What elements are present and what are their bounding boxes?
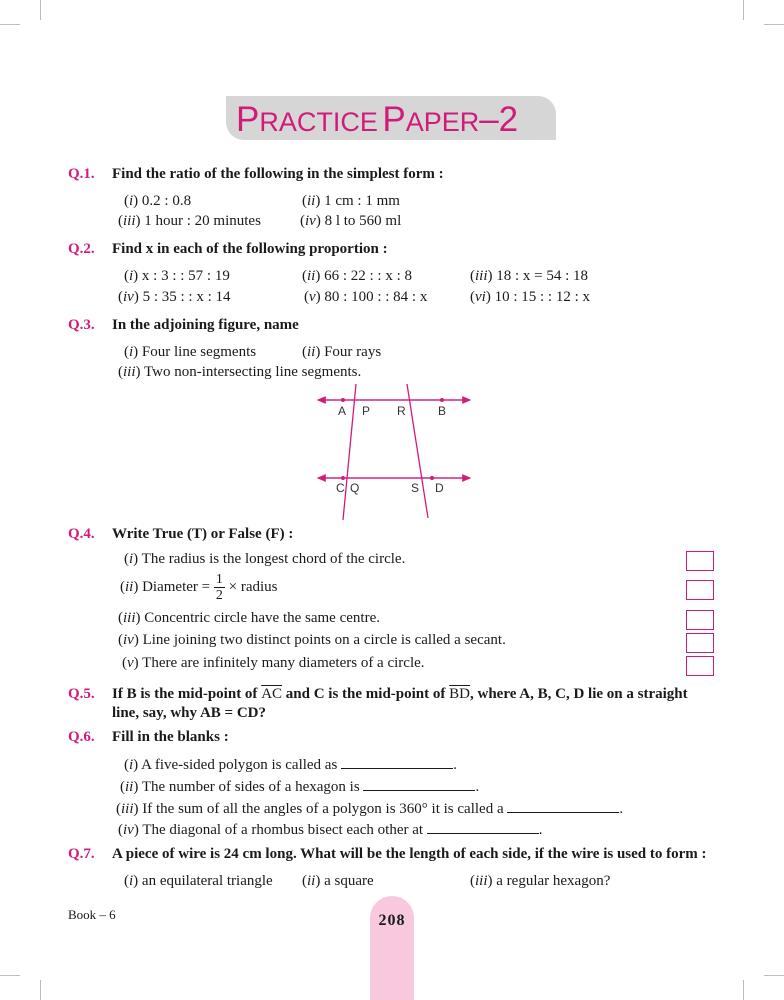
list-item: (i) 0.2 : 0.8 <box>124 193 192 209</box>
question-text: Fill in the blanks : <box>112 729 229 745</box>
list-item: (iii) 18 : x = 54 : 18 <box>470 268 589 284</box>
label-q: Q <box>350 481 360 495</box>
list-item: (iv) Line joining two distinct points on a circle is called a secant. <box>118 632 506 648</box>
question-text: Find the ratio of the following in the simplest form : <box>112 166 444 182</box>
list-item: (ii) The number of sides of a hexagon is . <box>120 779 480 795</box>
list-item: (iv) 8 l to 560 ml <box>300 213 402 229</box>
label-d: D <box>435 481 444 495</box>
question-number: Q.3. <box>68 317 95 333</box>
crop-mark <box>743 980 744 1000</box>
list-item: (iii) Two non-intersecting line segments. <box>118 364 362 380</box>
question-number: Q.2. <box>68 241 95 257</box>
list-item: (vi) 10 : 15 : : 12 : x <box>470 289 590 305</box>
crop-mark <box>764 975 784 976</box>
answer-box[interactable] <box>686 656 714 676</box>
list-item: (i) The radius is the longest chord of the circle. <box>124 551 406 567</box>
blank-field[interactable] <box>363 778 475 791</box>
list-item: (i) an equilateral triangle <box>124 873 273 889</box>
label-p: P <box>362 404 371 418</box>
list-item: (iii) 1 hour : 20 minutes <box>118 213 261 229</box>
crop-mark <box>0 24 20 25</box>
crop-mark <box>743 0 744 20</box>
crop-mark <box>40 0 41 20</box>
list-item: (i) x : 3 : : 57 : 19 <box>124 268 230 284</box>
transversal-rs <box>407 384 428 518</box>
label-r: R <box>397 404 406 418</box>
question-number: Q.6. <box>68 729 95 745</box>
list-item: (i) A five-sided polygon is called as . <box>124 757 457 773</box>
list-item: (ii) 66 : 22 : : x : 8 <box>302 268 413 284</box>
question-text-line2: line, say, why AB = CD? <box>112 705 266 721</box>
question-text: If B is the mid-point of $\overline{AC}$ and C is the mid-point of $\overline{BD}$, where A, B, C, D lie on a straight <box>112 686 688 702</box>
blank-field[interactable] <box>427 821 539 834</box>
list-item: (iii) Concentric circle have the same centre. <box>118 610 380 626</box>
question-text: In the adjoining figure, name <box>112 317 299 333</box>
list-item: (iii) If the sum of all the angles of a polygon is 360° it is called a . <box>116 801 624 817</box>
question-text: A piece of wire is 24 cm long. What will be the length of each side, if the wire is used to form : <box>112 846 707 862</box>
list-item: (iii) a regular hexagon? <box>470 873 611 889</box>
label-s: S <box>411 481 420 495</box>
crop-mark <box>0 975 20 976</box>
segment-ac: $\overline{AC}$ <box>261 686 283 702</box>
list-item: (ii) a square <box>302 873 374 889</box>
list-item: (ii) Four rays <box>302 344 382 360</box>
blank-field[interactable] <box>507 800 619 813</box>
segment-bd: $\overline{BD}$ <box>449 686 470 702</box>
page-number: 208 <box>378 912 406 929</box>
crop-mark <box>764 24 784 25</box>
point-b <box>440 398 444 402</box>
point-a <box>341 398 345 402</box>
list-item: (iv) The diagonal of a rhombus bisect each other at . <box>118 822 543 838</box>
question-text: Write True (T) or False (F) : <box>112 526 294 542</box>
point-d <box>430 476 434 480</box>
list-item: (v) 80 : 100 : : 84 : x <box>304 289 428 305</box>
crop-mark <box>40 980 41 1000</box>
list-item: (i) Four line segments <box>124 344 257 360</box>
label-b: B <box>438 404 447 418</box>
answer-box[interactable] <box>686 580 714 600</box>
label-c: C <box>336 481 345 495</box>
point-c <box>341 476 345 480</box>
question-number: Q.4. <box>68 526 95 542</box>
page-title: PRACTICE PAPER–2 <box>236 100 519 139</box>
book-label: Book – 6 <box>68 907 116 922</box>
question-number: Q.7. <box>68 846 95 862</box>
blank-field[interactable] <box>341 756 453 769</box>
answer-box[interactable] <box>686 610 714 630</box>
fraction: $\frac{1}{2}$ <box>215 572 223 603</box>
question-number: Q.5. <box>68 686 95 702</box>
line-figure <box>300 380 490 522</box>
list-item: (ii) 1 cm : 1 mm <box>302 193 400 209</box>
list-item: (v) There are infinitely many diameters of a circle. <box>122 655 425 671</box>
answer-box[interactable] <box>686 633 714 653</box>
list-item: (ii) Diameter = $\frac{1}{2}$ × radius <box>120 572 278 603</box>
question-number: Q.1. <box>68 166 95 182</box>
answer-box[interactable] <box>686 551 714 571</box>
list-item: (iv) 5 : 35 : : x : 14 <box>118 289 231 305</box>
label-a: A <box>338 404 347 418</box>
question-text: Find x in each of the following proportion : <box>112 241 388 257</box>
